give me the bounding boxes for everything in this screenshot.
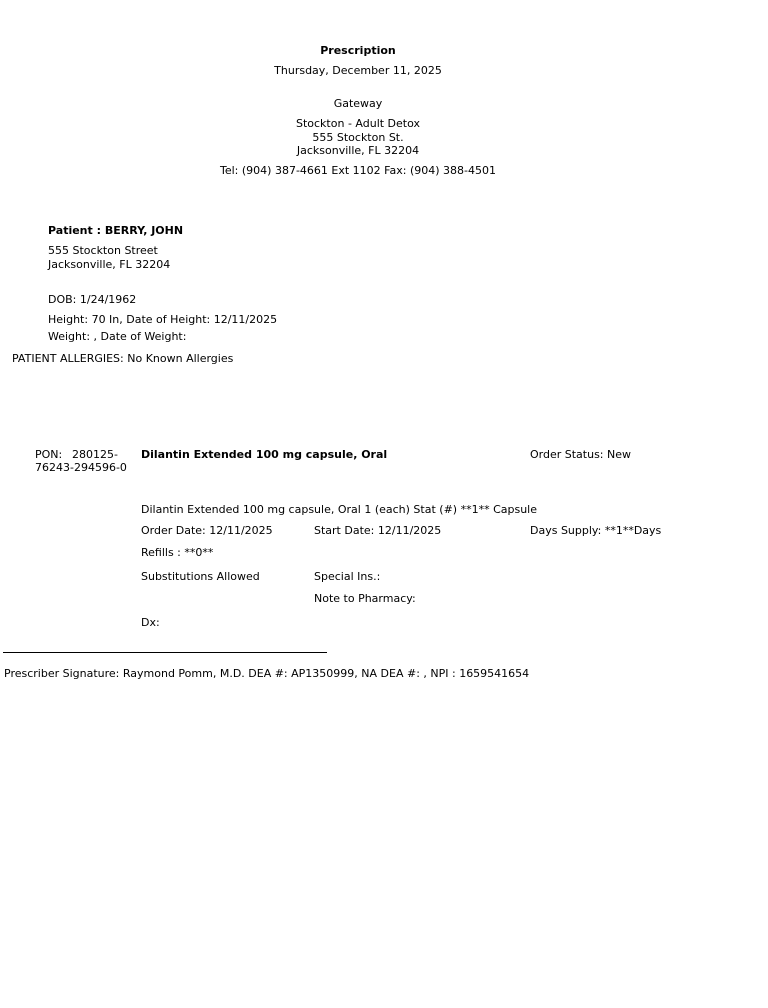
note-to-pharmacy: Note to Pharmacy: xyxy=(314,592,416,605)
pon-number-part2: 76243-294596-0 xyxy=(35,461,127,474)
refills: Refills : **0** xyxy=(141,546,214,559)
patient-address-line2: Jacksonville, FL 32204 xyxy=(48,258,171,271)
organization-name: Gateway xyxy=(333,97,383,110)
start-date: Start Date: 12/11/2025 xyxy=(314,524,442,537)
patient-weight: Weight: , Date of Weight: xyxy=(48,330,187,343)
special-instructions: Special Ins.: xyxy=(314,570,381,583)
pon-number-part1: 280125- xyxy=(72,448,118,461)
order-status: Order Status: New xyxy=(530,448,632,461)
facility-name: Stockton - Adult Detox xyxy=(295,117,421,130)
patient-dob: DOB: 1/24/1962 xyxy=(48,293,137,306)
pon-label: PON: xyxy=(35,448,63,461)
document-title: Prescription xyxy=(320,44,396,57)
patient-allergies: PATIENT ALLERGIES: No Known Allergies xyxy=(12,352,234,365)
prescriber-signature: Prescriber Signature: Raymond Pomm, M.D. DEA #: AP1350999, NA DEA #: , NPI : 1659541654 xyxy=(4,667,530,680)
days-supply: Days Supply: **1**Days xyxy=(530,524,662,537)
substitutions: Substitutions Allowed xyxy=(141,570,260,583)
drug-title: Dilantin Extended 100 mg capsule, Oral xyxy=(141,448,388,461)
diagnosis: Dx: xyxy=(141,616,160,629)
facility-address-line2: Jacksonville, FL 32204 xyxy=(296,144,420,157)
signature-line xyxy=(3,652,327,653)
patient-address-line1: 555 Stockton Street xyxy=(48,244,158,257)
facility-phone: Tel: (904) 387-4661 Ext 1102 Fax: (904) 388-4501 xyxy=(220,164,496,177)
drug-sig: Dilantin Extended 100 mg capsule, Oral 1 (each) Stat (#) **1** Capsule xyxy=(141,503,537,516)
facility-address-line1: 555 Stockton St. xyxy=(312,131,404,144)
order-date: Order Date: 12/11/2025 xyxy=(141,524,273,537)
document-date: Thursday, December 11, 2025 xyxy=(274,64,442,77)
patient-height: Height: 70 In, Date of Height: 12/11/2025 xyxy=(48,313,278,326)
patient-name: Patient : BERRY, JOHN xyxy=(48,224,184,237)
